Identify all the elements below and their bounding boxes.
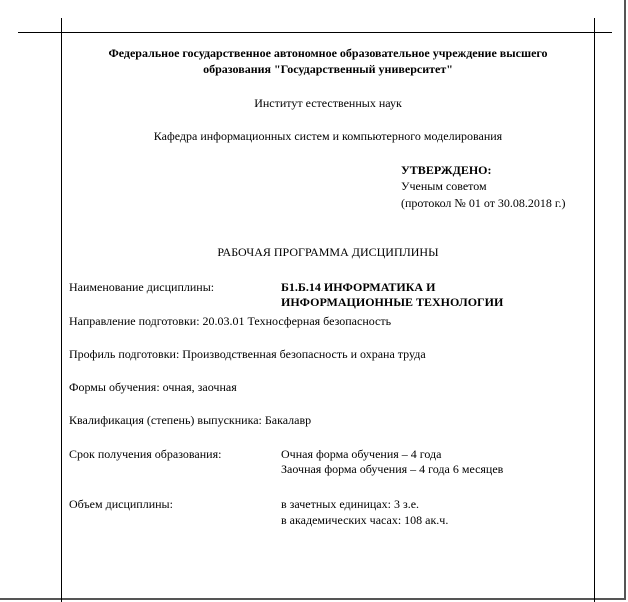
qualification-field: Квалификация (степень) выпускника: Бакалавр (69, 413, 312, 427)
institute-name: Институт естественных наук (254, 96, 402, 110)
term-value-line1: Очная форма обучения – 4 года (281, 447, 442, 461)
volume-value-line2: в академических часах: 108 ак.ч. (281, 513, 449, 527)
crop-mark-top (18, 32, 612, 33)
approval-by: Ученым советом (401, 179, 487, 193)
volume-value-line1: в зачетных единицах: 3 з.е. (281, 497, 420, 511)
discipline-value-line1: Б1.Б.14 ИНФОРМАТИКА И (281, 280, 436, 294)
profile-field: Профиль подготовки: Производственная безопасность и охрана труда (69, 347, 426, 361)
org-name-line2: образования "Государственный университет" (203, 62, 453, 76)
approval-protocol: (протокол № 01 от 30.08.2018 г.) (401, 196, 566, 210)
term-value-line2: Заочная форма обучения – 4 года 6 месяцев (281, 462, 504, 476)
department-name: Кафедра информационных систем и компьютерного моделирования (153, 129, 503, 143)
approval-title: УТВЕРЖДЕНО: (401, 163, 492, 177)
term-label: Срок получения образования: (69, 447, 222, 461)
org-name-line1: Федеральное государственное автономное образовательное учреждение высшего (108, 46, 548, 60)
discipline-label: Наименование дисциплины: (69, 280, 215, 294)
discipline-value-line2: ИНФОРМАЦИОННЫЕ ТЕХНОЛОГИИ (281, 295, 504, 309)
document-title: РАБОЧАЯ ПРОГРАММА ДИСЦИПЛИНЫ (217, 245, 439, 259)
forms-field: Формы обучения: очная, заочная (69, 380, 237, 394)
direction-field: Направление подготовки: 20.03.01 Техносферная безопасность (69, 314, 392, 328)
crop-mark-right (594, 18, 595, 602)
volume-label: Объем дисциплины: (69, 497, 173, 511)
